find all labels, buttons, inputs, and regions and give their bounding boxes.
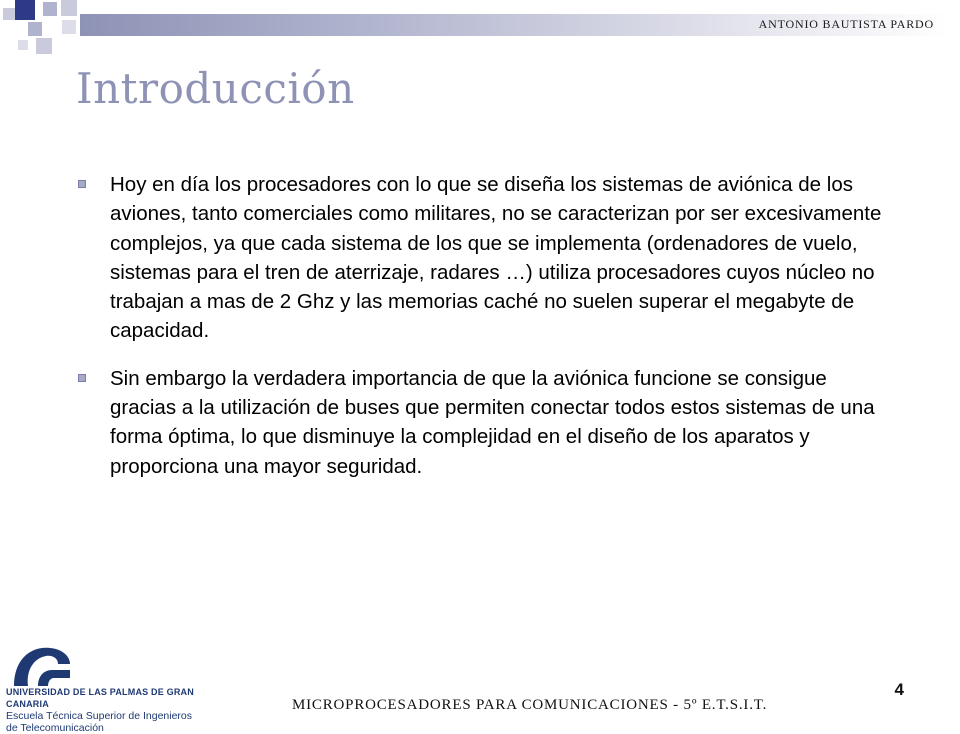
bullet-text: Hoy en día los procesadores con lo que se diseña los sistemas de aviónica de los aviones, tanto comerciales como militares, no se caracterizan por ser excesivamente complejos, ya que cada sistema de los que se implementa (ordenadores de vuelo, sistemas para el tren de aterrizaje, radares …) utiliza procesadores cuyos núcleo no trabajan a mas de 2 Ghz y las memorias caché no suelen superar el megabyte de capacidad. (110, 173, 882, 343)
slide-title: Introducción (76, 64, 355, 113)
bullet-text: Sin embargo la verdadera importancia de que la aviónica funcione se consigue gracias a la utilización de buses que permiten conectar todos estos sistemas de una forma óptima, lo que disminuye la complejidad en el diseño de los aparatos y proporciona una mayor seguridad. (110, 366, 875, 478)
author-name: ANTONIO BAUTISTA PARDO (758, 17, 934, 31)
logo-school-name-line2: de Telecomunicación (6, 722, 104, 734)
footer-course: MICROPROCESADORES PARA COMUNICACIONES - 5º E.T.S.I.T. (292, 697, 768, 713)
logo-text (6, 686, 204, 734)
header-decoration-squares (0, 0, 80, 60)
bullet-item (76, 364, 891, 481)
logo-school-name: Escuela Técnica Superior de Ingenieros (6, 710, 193, 722)
logo-university-name: UNIVERSIDAD DE LAS PALMAS DE GRAN CANARIA (6, 687, 194, 709)
university-emblem-icon (8, 640, 72, 688)
university-logo (4, 640, 204, 734)
bullet-item (76, 170, 891, 346)
bullet-list (76, 170, 891, 499)
page-number: 4 (894, 680, 904, 699)
square-bullet-icon (78, 374, 86, 382)
square-bullet-icon (78, 180, 86, 188)
